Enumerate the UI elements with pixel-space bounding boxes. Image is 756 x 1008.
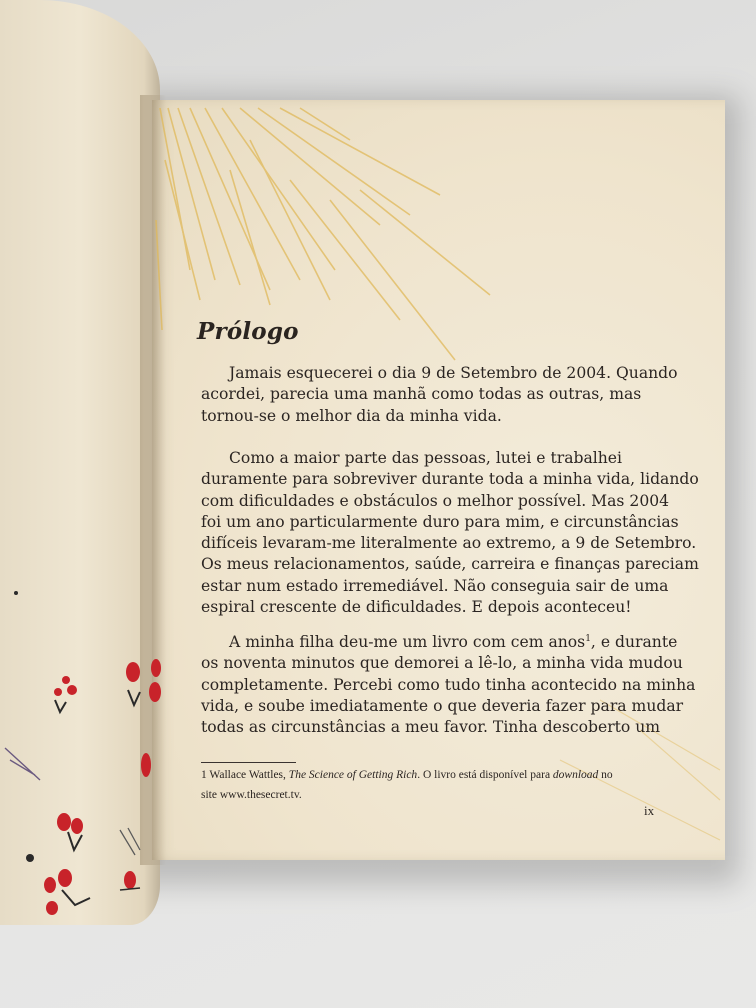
text-segment: , e durante — [590, 633, 678, 651]
text-line: Como a maior parte das pessoas, lutei e trabalhei — [229, 449, 623, 467]
paragraph-2 — [201, 448, 699, 618]
footnote-download-word: download — [552, 769, 599, 781]
footnote-book-title: The Science of Getting Rich — [288, 769, 418, 781]
text-line: os noventa minutos que demorei a lê-lo, a minha vida mudou — [201, 654, 683, 673]
text-line: foi um ano particularmente duro para mim, e circunstâncias — [201, 512, 679, 531]
text-line: Os meus relacionamentos, saúde, carreira e finanças pareciam — [201, 555, 699, 574]
footnote-number: 1 — [201, 769, 207, 781]
text-line: com dificuldades e obstáculos o melhor possível. Mas 2004 — [201, 491, 670, 510]
text-line: duramente para sobreviver durante toda a minha vida, lidando — [201, 470, 699, 489]
footnote-author: Wallace Wattles, — [209, 769, 286, 781]
footnote-text: . O livro está disponível para — [417, 769, 551, 781]
page-number: ix — [644, 803, 655, 818]
text-line — [201, 632, 678, 653]
text-segment: A minha filha deu-me um livro com cem anos — [229, 633, 586, 651]
text-line: todas as circunstâncias a meu favor. Tinha descoberto um — [201, 718, 661, 737]
footnote-text: no — [601, 769, 613, 781]
chapter-heading: Prólogo — [197, 318, 299, 345]
paragraph-1 — [201, 363, 678, 427]
text-line: difíceis levaram-me literalmente ao extremo, a 9 de Setembro. — [201, 534, 697, 553]
text-line: acordei, parecia uma manhã como todas as outras, mas — [201, 385, 642, 404]
footnote-reference: 1 — [585, 633, 591, 644]
text-line: espiral crescente de dificuldades. E depois aconteceu! — [201, 598, 632, 617]
text-line: vida, e soube imediatamente o que deveria fazer para mudar — [201, 696, 684, 715]
text-line: tornou-se o melhor dia da minha vida. — [201, 406, 502, 425]
text-line: estar num estado irremediável. Não conseguia sair de uma — [201, 576, 669, 595]
flower-illustration — [5, 591, 161, 915]
text-line: completamente. Percebi como tudo tinha acontecido na minha — [201, 675, 696, 694]
paragraph-3 — [201, 632, 696, 738]
text-line: Jamais esquecerei o dia 9 de Setembro de 2004. Quando — [229, 364, 678, 382]
footnote-site: site www.thesecret.tv. — [201, 789, 302, 801]
footnote — [201, 765, 661, 805]
footnote-divider — [201, 762, 296, 763]
